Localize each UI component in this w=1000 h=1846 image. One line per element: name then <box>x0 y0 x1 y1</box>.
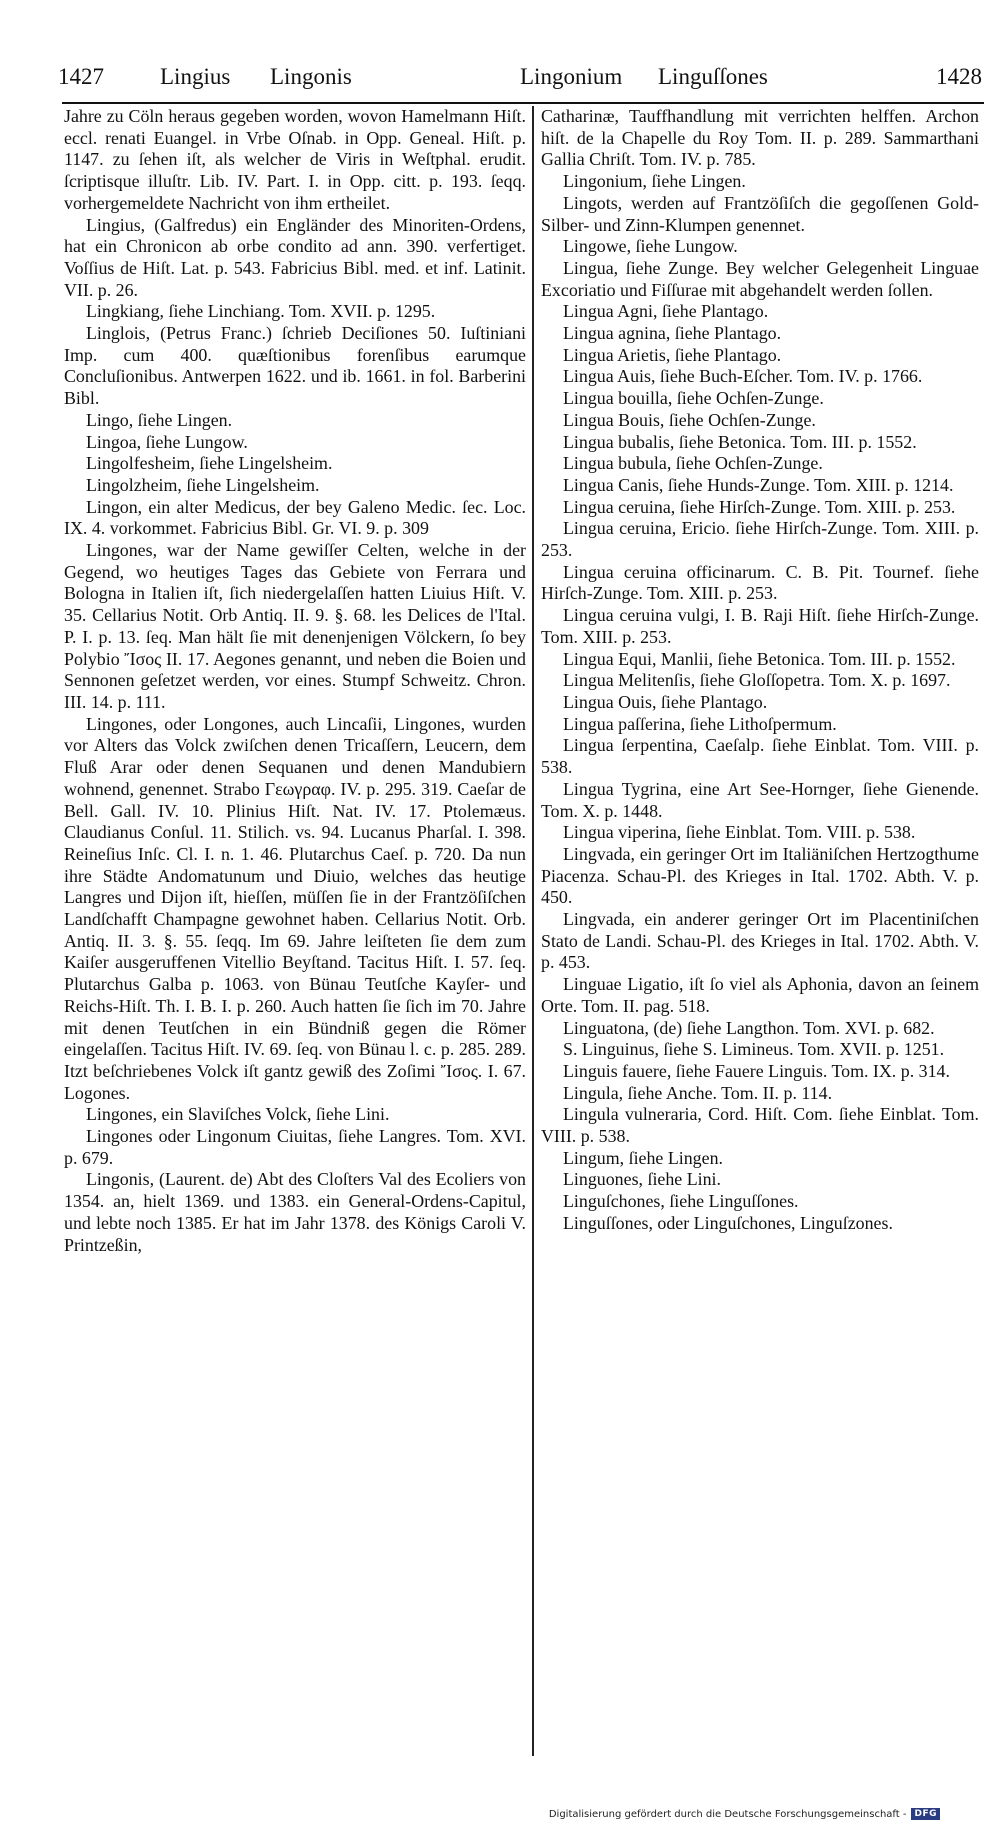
credit-text: Digitalisierung gefördert durch die Deutsche Forschungsgemeinschaft - <box>548 1808 907 1820</box>
catchword-left-1: Lingius <box>160 64 231 89</box>
entry-paragraph: Lingua bubalis, ſiehe Betonica. Tom. III. p. 1552. <box>563 431 917 452</box>
entry-paragraph: Lingua Agni, ſiehe Plantago. <box>563 301 769 322</box>
entry-paragraph: Lingius, (Galfredus) ein Engländer des Minoriten-Ordens, hat ein Chronicon ab orbe condito ad ann. 390. verfertiget. Voſſius de Hiſt. Lat. p. 543. Fabricius Bibl. med. et inf. Latinit. VII. p. 26. <box>64 214 526 300</box>
running-header <box>58 64 988 98</box>
entry-paragraph: Lingon, ein alter Medicus, der bey Galeno Medic. ſec. Loc. IX. 4. vorkommet. Fabricius Bibl. Gr. VI. 9. p. 309 <box>64 496 526 539</box>
catchword-right-2: Linguſſones <box>658 64 768 89</box>
entry-paragraph: Lingua Bouis, ſiehe Ochſen-Zunge. <box>563 409 816 430</box>
page-number-right: 1428 <box>936 64 982 89</box>
entry-paragraph: Lingones, oder Longones, auch Lincaſii, Lingones, wurden vor Alters das Volck zwiſchen denen Tricaſſern, Leucern, dem Fluß Arar oder denen Sequanen und denen Mandubiern wohnend, genennet. Strabo Γεωγραφ. IV. p. 295. 319. Caeſar de Bell. Gall. IV. 10. Plinius Hiſt. Nat. IV. 17. Ptolemæus. Claudianus Conſul. 11. Stilich. vs. 94. Lucanus Pharſal. I. 398. Reineſius Inſc. Cl. I. n. 1. 46. Plutarchus Caeſ. p. 720. Da nun ihre Städte Andomatunum und Diuio, welches das heutige Langres und Dijon iſt, hieſſen, müſſen ſie in der Frantzöſiſchen Landſchafft Champagne gewohnet haben. Cellarius Notit. Orb. Antiq. II. 3. §. 55. ſeqq. Im 69. Jahre leiſteten ſie dem zum Kaiſer ausgeruffenen Vitellio Beyſtand. Tacitus Hiſt. I. 57. ſeq. Plutarchus Galba p. 1063. von Bünau Teutſche Kayſer- und Reichs-Hiſt. Th. I. B. I. p. 260. Auch hatten ſie ſich im 70. Jahre mit denen Teutſchen in ein Bündniß gegen die Römer eingelaſſen. Tacitus Hiſt. IV. 69. ſeq. von Bünau l. c. p. 285. 289. Itzt beſchriebenes Volck iſt gantz gewiß des Zoſimi Ἴσος. I. 67. Logones. <box>64 713 526 1103</box>
entry-paragraph: Lingoa, ſiehe Lungow. <box>86 431 248 452</box>
entry-paragraph: Lingowe, ſiehe Lungow. <box>563 236 738 257</box>
entry-paragraph: Lingkiang, ſiehe Linchiang. Tom. XVII. p. 1295. <box>86 301 436 322</box>
entry-paragraph: Lingonis, (Laurent. de) Abt des Cloſters Val des Ecoliers von 1354. an, hielt 1369. und 1383. ein General-Ordens-Capitul, und lebte noch 1385. Er hat im Jahr 1378. des Königs Caroli V. Printzeßin, <box>64 1169 526 1255</box>
entry-paragraph: Linguones, ſiehe Lini. <box>563 1169 722 1190</box>
entry-paragraph: S. Linguinus, ſiehe S. Limineus. Tom. XVII. p. 1251. <box>563 1039 945 1060</box>
entry-paragraph: Linguatona, (de) ſiehe Langthon. Tom. XVI. p. 682. <box>563 1017 935 1038</box>
dfg-logo: DFG <box>911 1808 940 1820</box>
page-number-left: 1427 <box>58 64 104 89</box>
entry-paragraph: Lingula vulneraria, Cord. Hiſt. Com. ſiehe Einblat. Tom. VIII. p. 538. <box>541 1104 979 1147</box>
entry-paragraph: Lingua Equi, Manlii, ſiehe Betonica. Tom. III. p. 1552. <box>563 648 956 669</box>
entry-paragraph: Lingua agnina, ſiehe Plantago. <box>563 323 782 344</box>
entry-paragraph: Lingolzheim, ſiehe Lingelsheim. <box>86 474 320 495</box>
entry-paragraph: Lingones oder Lingonum Ciuitas, ſiehe Langres. Tom. XVI. p. 679. <box>64 1126 526 1168</box>
entry-paragraph: Lingonium, ſiehe Lingen. <box>563 171 746 192</box>
entry-paragraph: Lingua Auis, ſiehe Buch-Eſcher. Tom. IV. p. 1766. <box>563 366 923 387</box>
column-divider <box>532 106 534 1756</box>
entry-paragraph: Jahre zu Cöln heraus gegeben worden, wovon Hamelmann Hiſt. eccl. renati Euangel. in Vrbe Oſnab. in Opp. Geneal. Hiſt. p. 1147. zu ſehen iſt, als welcher de Viris in Weſtphal. erudit. ſcriptisque illuſtr. Lib. IV. Part. I. in Opp. citt. p. 193. ſeqq. vorhergemeldete Nachricht von ihm ertheilet. <box>64 106 526 213</box>
catchword-left-2: Lingonis <box>270 64 352 89</box>
entry-paragraph: Lingolfesheim, ſiehe Lingelsheim. <box>86 453 333 474</box>
entry-paragraph: Lingua ceruina, ſiehe Hirſch-Zunge. Tom. XIII. p. 253. <box>563 496 956 517</box>
entry-paragraph: Linguis fauere, ſiehe Fauere Linguis. Tom. IX. p. 314. <box>563 1060 950 1081</box>
entry-paragraph: Lingum, ſiehe Lingen. <box>563 1147 723 1168</box>
entry-paragraph: Linguſſones, oder Linguſchones, Linguſzones. <box>563 1212 893 1233</box>
entry-paragraph: Lingua, ſiehe Zunge. Bey welcher Gelegenheit Linguae Excoriatio und Fiſſurae mit abgehandelt werden ſollen. <box>541 257 979 300</box>
entry-paragraph: Catharinæ, Tauffhandlung mit verrichten helffen. Archon hiſt. de la Chapelle du Roy Tom. II. p. 289. Sammarthani Gallia Chriſt. Tom. IV. p. 785. <box>541 106 979 170</box>
entry-paragraph: Lingua ceruina, Ericio. ſiehe Hirſch-Zunge. Tom. XIII. p. 253. <box>541 518 979 561</box>
right-column <box>541 106 979 1756</box>
left-column <box>64 106 526 1756</box>
entry-paragraph: Linguae Ligatio, iſt ſo viel als Aphonia, davon an ſeinem Orte. Tom. II. pag. 518. <box>541 974 979 1016</box>
entry-paragraph: Lingones, ein Slaviſches Volck, ſiehe Lini. <box>86 1104 390 1125</box>
entry-paragraph: Lingua Arietis, ſiehe Plantago. <box>563 344 782 365</box>
entry-paragraph: Lingula, ſiehe Anche. Tom. II. p. 114. <box>563 1082 833 1103</box>
catchword-right-1: Lingonium <box>520 64 623 89</box>
entry-paragraph: Lingua ceruina officinarum. C. B. Pit. Tournef. ſiehe Hirſch-Zunge. Tom. XIII. p. 253. <box>541 561 979 604</box>
entry-paragraph: Lingua paſſerina, ſiehe Lithoſpermum. <box>563 713 837 734</box>
entry-paragraph: Lingua Ouis, ſiehe Plantago. <box>563 691 768 712</box>
header-rule <box>62 102 984 104</box>
entry-paragraph: Lingua viperina, ſiehe Einblat. Tom. VIII. p. 538. <box>563 822 916 843</box>
entry-paragraph: Lingvada, ein anderer geringer Ort im Placentiniſchen Stato de Landi. Schau-Pl. des Krieges in Ital. 1702. Abth. V. p. 453. <box>541 909 979 973</box>
entry-paragraph: Linguſchones, ſiehe Linguſſones. <box>563 1191 799 1212</box>
entry-paragraph: Lingua Melitenſis, ſiehe Gloſſopetra. Tom. X. p. 1697. <box>563 670 951 691</box>
entry-paragraph: Lingvada, ein geringer Ort im Italiäniſchen Hertzogthume Piacenza. Schau-Pl. des Krieges in Ital. 1702. Abth. V. p. 450. <box>541 843 979 908</box>
entry-paragraph: Lingua ceruina vulgi, I. B. Raji Hiſt. ſiehe Hirſch-Zunge. Tom. XIII. p. 253. <box>541 605 979 647</box>
entry-paragraph: Lingones, war der Name gewiſſer Celten, welche in der Gegend, wo heutiges Tages das Gebiete von Ferrara und Bologna in Italien iſt, ſich niedergelaſſen hatten Liuius Hiſt. V. 35. Cellarius Notit. Orb Antiq. II. 9. §. 68. les Delices de l'Ital. P. I. p. 13. ſeq. Man hält ſie mit denenjenigen Völckern, ſo bey Polybio Ἴσος II. 17. Aegones genannt, und neben die Boien und Sennonen geſetzet werden, vor eines. Stumpf Schweitz. Chron. III. 14. p. 111. <box>64 540 526 712</box>
entry-paragraph: Lingua bubula, ſiehe Ochſen-Zunge. <box>563 453 823 474</box>
entry-paragraph: Lingua ſerpentina, Caeſalp. ſiehe Einblat. Tom. VIII. p. 538. <box>541 735 979 778</box>
entry-paragraph: Lingua bouilla, ſiehe Ochſen-Zunge. <box>563 388 824 409</box>
digitization-credit <box>549 1806 940 1822</box>
entry-paragraph: Linglois, (Petrus Franc.) ſchrieb Deciſiones 50. Iuſtiniani Imp. cum 400. quæſtionibus forenſibus earumque Concluſionibus. Antwerpen 1622. und ib. 1661. in fol. Barberini Bibl. <box>64 323 526 409</box>
entry-paragraph: Lingua Canis, ſiehe Hunds-Zunge. Tom. XIII. p. 1214. <box>563 474 954 495</box>
entry-paragraph: Lingo, ſiehe Lingen. <box>86 409 233 430</box>
entry-paragraph: Lingots, werden auf Frantzöſiſch die gegoſſenen Gold- Silber- und Zinn-Klumpen genennet. <box>541 192 979 235</box>
entry-paragraph: Lingua Tygrina, eine Art See-Hornger, ſiehe Gienende. Tom. X. p. 1448. <box>541 778 979 821</box>
